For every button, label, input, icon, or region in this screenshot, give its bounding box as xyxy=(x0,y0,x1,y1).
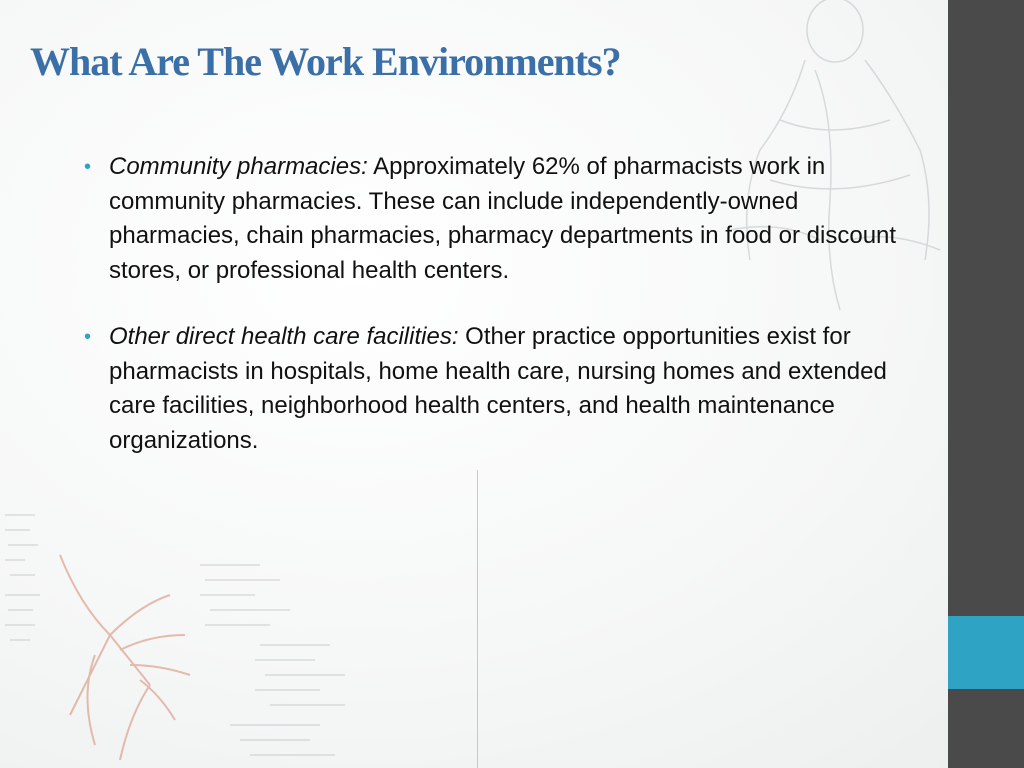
bullet-item-community xyxy=(84,150,934,288)
bullet-item-other-facilities xyxy=(84,320,934,458)
bullet-list xyxy=(84,150,934,490)
bullet-lead: Community pharmacies: xyxy=(109,153,368,180)
sidebar-accent-block xyxy=(948,616,1024,689)
bullet-text: Other practice opportunities exist for pharmacists in hospitals, home health care, nursing homes and extended care facilities, neighborhood health centers, and health maintenance organizations. xyxy=(109,323,887,454)
bullet-text: Approximately 62% of pharmacists work in community pharmacies. These can include independently-owned pharmacies, chain pharmacies, pharmacy departments in food or discount stores, or professional health centers. xyxy=(109,153,897,284)
bullet-icon: • xyxy=(84,156,92,178)
vertical-divider xyxy=(477,470,478,768)
hand-sketch-bottom xyxy=(0,485,420,768)
bullet-icon: • xyxy=(84,326,92,348)
slide-title: What Are The Work Environments? xyxy=(30,39,621,84)
bullet-lead: Other direct health care facilities: xyxy=(109,323,459,350)
